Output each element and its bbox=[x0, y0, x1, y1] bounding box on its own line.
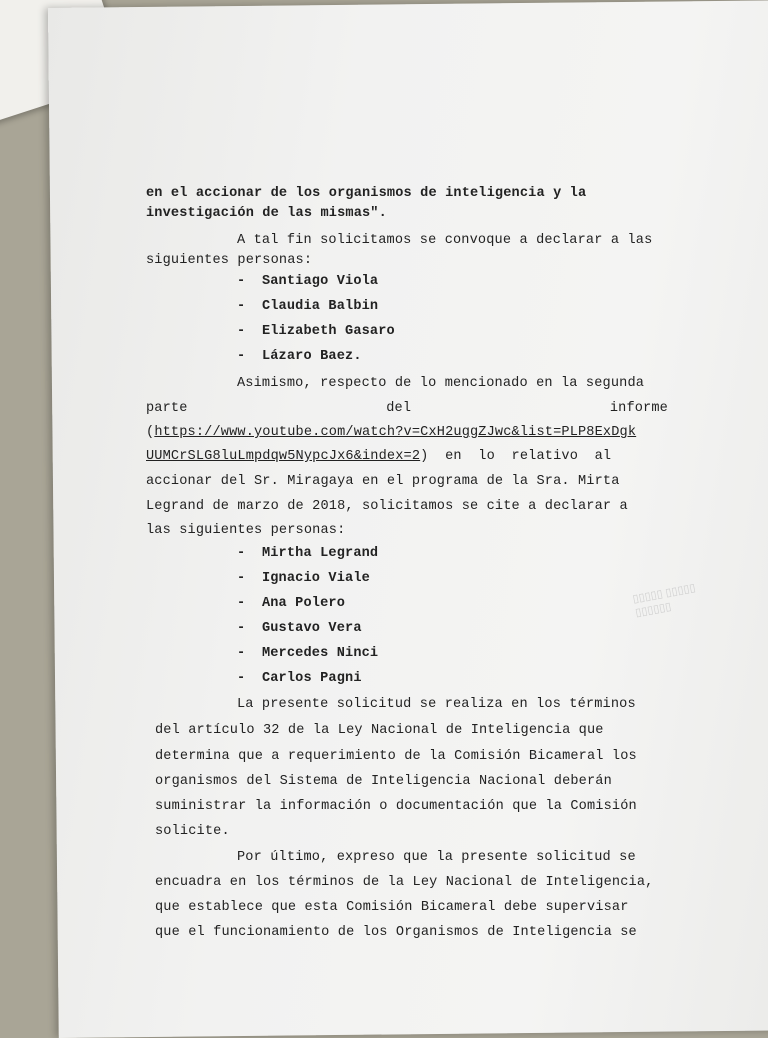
para4-line-4: que el funcionamiento de los Organismos de Inteligencia se bbox=[155, 925, 637, 940]
para3-line-5: suministrar la información o documentación que la Comisión bbox=[155, 799, 637, 814]
intro-line-4: siguientes personas: bbox=[146, 253, 313, 268]
para2-line-5: accionar del Sr. Miragaya en el programa de la Sra. Mirta bbox=[146, 474, 620, 489]
para3-line-4: organismos del Sistema de Inteligencia Nacional deberán bbox=[155, 774, 612, 789]
para2-line-3: (https://www.youtube.com/watch?v=CxH2uggZJwc&list=PLP8ExDgk bbox=[146, 425, 637, 440]
list2-item: - Carlos Pagni bbox=[237, 671, 362, 686]
list2-item: - Gustavo Vera bbox=[237, 621, 362, 636]
para3-line-6: solicite. bbox=[155, 824, 230, 839]
para4-line-3: que establece que esta Comisión Bicameral debe supervisar bbox=[155, 900, 629, 915]
para4-line-2: encuadra en los términos de la Ley Nacional de Inteligencia, bbox=[155, 875, 654, 890]
para3-line-3: determina que a requerimiento de la Comisión Bicameral los bbox=[155, 749, 637, 764]
intro-line-1 bbox=[146, 185, 668, 203]
intro-l1: en el accionar de los organismos de inteligencia y la bbox=[146, 186, 587, 201]
list2-item: - Mirtha Legrand bbox=[237, 546, 379, 561]
intro-line-2: investigación de las mismas". bbox=[146, 206, 387, 221]
list1-item: - Santiago Viola bbox=[237, 274, 379, 289]
para2-line-1: Asimismo, respecto de lo mencionado en la segunda bbox=[237, 376, 645, 391]
youtube-link[interactable]: https://www.youtube.com/watch?v=CxH2uggZJwc&list=PLP8ExDgk bbox=[154, 425, 637, 440]
list2-item: - Mercedes Ninci bbox=[237, 646, 379, 661]
para2-line-7: las siguientes personas: bbox=[146, 523, 346, 538]
para4-line-1: Por último, expreso que la presente solicitud se bbox=[237, 850, 636, 865]
list1-item: - Claudia Balbin bbox=[237, 299, 379, 314]
list1-item: - Elizabeth Gasaro bbox=[237, 324, 395, 339]
para2-line-6: Legrand de marzo de 2018, solicitamos se cite a declarar a bbox=[146, 499, 628, 514]
para3-line-1: La presente solicitud se realiza en los términos bbox=[237, 697, 636, 712]
para3-line-2: del artículo 32 de la Ley Nacional de Inteligencia que bbox=[155, 723, 604, 738]
intro-line-3: A tal fin solicitamos se convoque a declarar a las bbox=[237, 233, 653, 248]
para2-line-2: parte del informe bbox=[146, 401, 668, 416]
list2-item: - Ignacio Viale bbox=[237, 571, 370, 586]
youtube-link-cont[interactable]: UUMCrSLG8luLmpdqw5NypcJx6&index=2 bbox=[146, 449, 421, 464]
para2-line-4: UUMCrSLG8luLmpdqw5NypcJx6&index=2) en lo relativo al bbox=[146, 449, 612, 464]
list2-item: - Ana Polero bbox=[237, 596, 346, 611]
list1-item: - Lázaro Baez. bbox=[237, 349, 362, 364]
bleed-through-stamp: ▯▯▯▯▯ ▯▯▯▯▯ ▯▯▯▯▯▯ bbox=[631, 581, 697, 620]
